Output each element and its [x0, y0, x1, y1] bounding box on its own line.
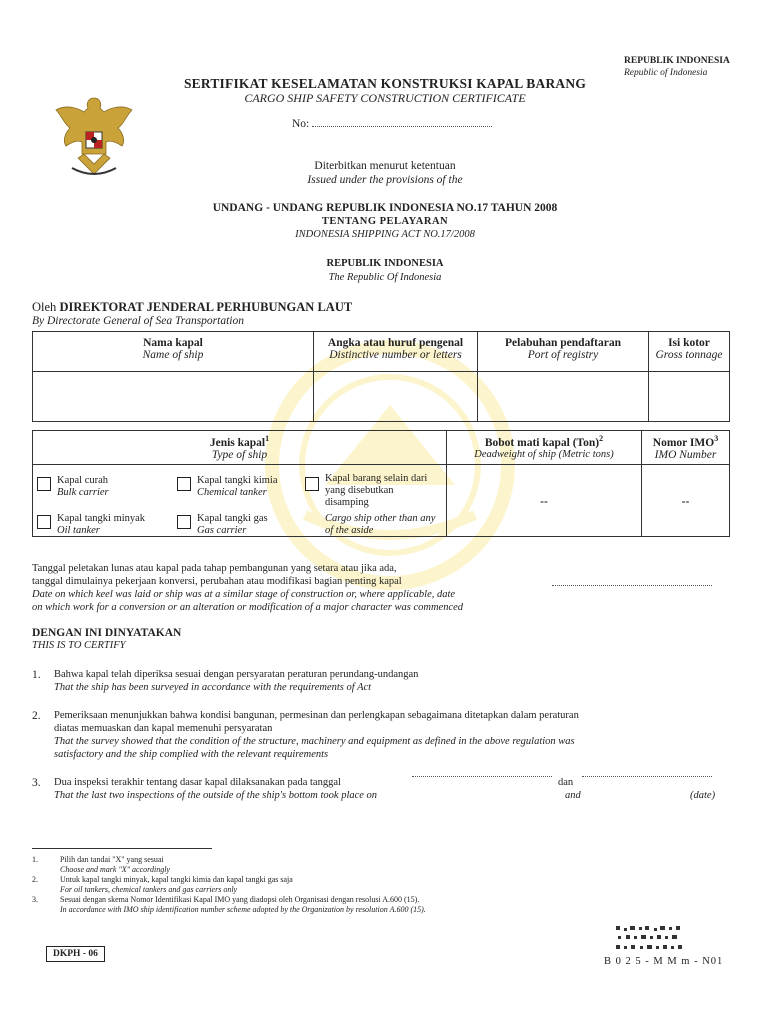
- form-code: DKPH - 06: [46, 946, 105, 962]
- item-number: 3.: [32, 777, 41, 789]
- imo-number-header: Nomor IMO$^3$ IMO Number: [642, 431, 730, 465]
- country-label: REPUBLIK INDONESIA: [624, 56, 730, 66]
- number-label: No:: [292, 118, 492, 130]
- footnote-divider: [32, 848, 212, 849]
- gross-tonnage-cell[interactable]: [649, 372, 730, 422]
- date-label-en: (date): [690, 790, 716, 801]
- certify-heading-en: THIS IS TO CERTIFY: [32, 640, 126, 651]
- keel-date-label-2: tanggal dimulainya pekerjaan konversi, perubahan atau modifikasi bagian penting kapal: [32, 576, 402, 587]
- certify-item-2: Pemeriksaan menunjukkan bahwa kondisi bangunan, permesinan dan perlengkapan sebagaimana ditetapkan dalam peraturan: [54, 710, 579, 721]
- ship-type-table: [32, 430, 730, 537]
- ship-name-header: Nama kapal Name of ship: [33, 332, 314, 372]
- certify-item-3: Dua inspeksi terakhir tentang dasar kapal dilaksanakan pada tanggal: [54, 777, 341, 788]
- keel-date-label: Tanggal peletakan lunas atau kapal pada tahap pembangunan yang setara atau jika ada,: [32, 563, 397, 574]
- certify-item-1: Bahwa kapal telah diperiksa sesuai dengan persyaratan peraturan perundang-undangan: [54, 669, 419, 680]
- certify-item-2b-en: satisfactory and the ship complied with the relevant requirements: [54, 749, 329, 760]
- keel-date-label-en: Date on which keel was laid or ship was at a similar stage of construction or, where applicable, date: [32, 589, 456, 600]
- certificate-title: SERTIFIKAT KESELAMATAN KONSTRUKSI KAPAL BARANG: [183, 76, 587, 91]
- ship-type-options: Kapal curah Bulk carrier Kapal tangki kimia Chemical tanker Kapal barang selain dari yang disebutkan disamping Cargo ship other than any of the aside Kapal tangki minyak Oil tanker Kapal tangki gas Gas carrier: [33, 465, 447, 537]
- deadweight-header: Bobot mati kapal (Ton)$^2$ Deadweight of ship (Metric tons): [447, 431, 642, 465]
- country-label-en: Republic of Indonesia: [624, 68, 708, 78]
- certify-heading: DENGAN INI DINYATAKAN: [32, 627, 182, 639]
- act-title-en: INDONESIA SHIPPING ACT NO.17/2008: [295, 229, 475, 240]
- gross-tonnage-header: Isi kotor Gross tonnage: [649, 332, 730, 372]
- certify-item-1-en: That the ship has been surveyed in accordance with the requirements of Act: [54, 682, 372, 693]
- certify-item-2-en: That the survey showed that the condition of the structure, machinery and equipment as defined in the above regulation was: [54, 736, 575, 747]
- bulk-carrier-checkbox[interactable]: [37, 477, 51, 491]
- gas-carrier-checkbox[interactable]: [177, 515, 191, 529]
- act-subtitle: TENTANG PELAYARAN: [321, 216, 449, 227]
- distinctive-number-header: Angka atau huruf pengenal Distinctive number or letters: [314, 332, 478, 372]
- inspection-date-2-field[interactable]: [582, 776, 712, 777]
- keel-date-field[interactable]: [552, 585, 712, 586]
- footnotes: 1. Pilih dan tandai "X" yang sesuai Choose and mark "X" accordingly 2. Untuk kapal tangki minyak, kapal tangki kimia dan kapal tangki gas saja For oil tankers, chemical tankers and gas carriers only 3. Sesuai dengan skema Nomor Identifikasi Kapal IMO yang diadopsi oleh Organisasi dengan resolusi A.600 (15). In accordance with IMO ship identification number scheme adopted by the Organization by resolution A.600 (15).: [32, 855, 426, 914]
- certify-item-2b: diatas memuaskan dan kapal memenuhi persyaratan: [54, 723, 273, 734]
- deadweight-value[interactable]: --: [447, 465, 642, 537]
- certificate-title-en: CARGO SHIP SAFETY CONSTRUCTION CERTIFICATE: [244, 91, 526, 105]
- oil-tanker-checkbox[interactable]: [37, 515, 51, 529]
- distinctive-number-cell[interactable]: [314, 372, 478, 422]
- security-pattern-icon: [614, 924, 690, 954]
- issuer-label-en: By Directorate General of Sea Transportation: [32, 315, 244, 327]
- garuda-emblem: [48, 88, 140, 180]
- issuer-label: Oleh DIREKTORAT JENDERAL PERHUBUNGAN LAUT: [32, 300, 353, 314]
- certify-item-3-en: That the last two inspections of the outside of the ship's bottom took place on: [54, 790, 378, 801]
- item-number: 1.: [32, 669, 41, 681]
- and-label-en: and: [565, 790, 581, 801]
- republic-label-en: The Republic Of Indonesia: [328, 272, 442, 283]
- port-of-registry-cell[interactable]: [478, 372, 649, 422]
- issued-label-en: Issued under the provisions of the: [307, 174, 463, 186]
- act-title: UNDANG - UNDANG REPUBLIK INDONESIA NO.17 TAHUN 2008: [212, 202, 558, 214]
- and-label: dan: [558, 777, 574, 788]
- chemical-tanker-checkbox[interactable]: [177, 477, 191, 491]
- republic-label: REPUBLIK INDONESIA: [326, 258, 444, 269]
- ship-details-table: [32, 331, 730, 422]
- issued-label: Diterbitkan menurut ketentuan: [314, 160, 456, 172]
- keel-date-label-en-2: on which work for a conversion or an alteration or modification of a major character was commenced: [32, 602, 464, 613]
- ship-type-header: Jenis kapal$^1$ Type of ship: [33, 431, 447, 465]
- item-number: 2.: [32, 710, 41, 722]
- port-of-registry-header: Pelabuhan pendaftaran Port of registry: [478, 332, 649, 372]
- ship-name-cell[interactable]: [33, 372, 314, 422]
- serial-number: B 0 2 5 - M M m - N01: [604, 956, 724, 967]
- other-cargo-checkbox[interactable]: [305, 477, 319, 491]
- inspection-date-1-field[interactable]: [412, 776, 552, 777]
- imo-number-value[interactable]: --: [642, 465, 730, 537]
